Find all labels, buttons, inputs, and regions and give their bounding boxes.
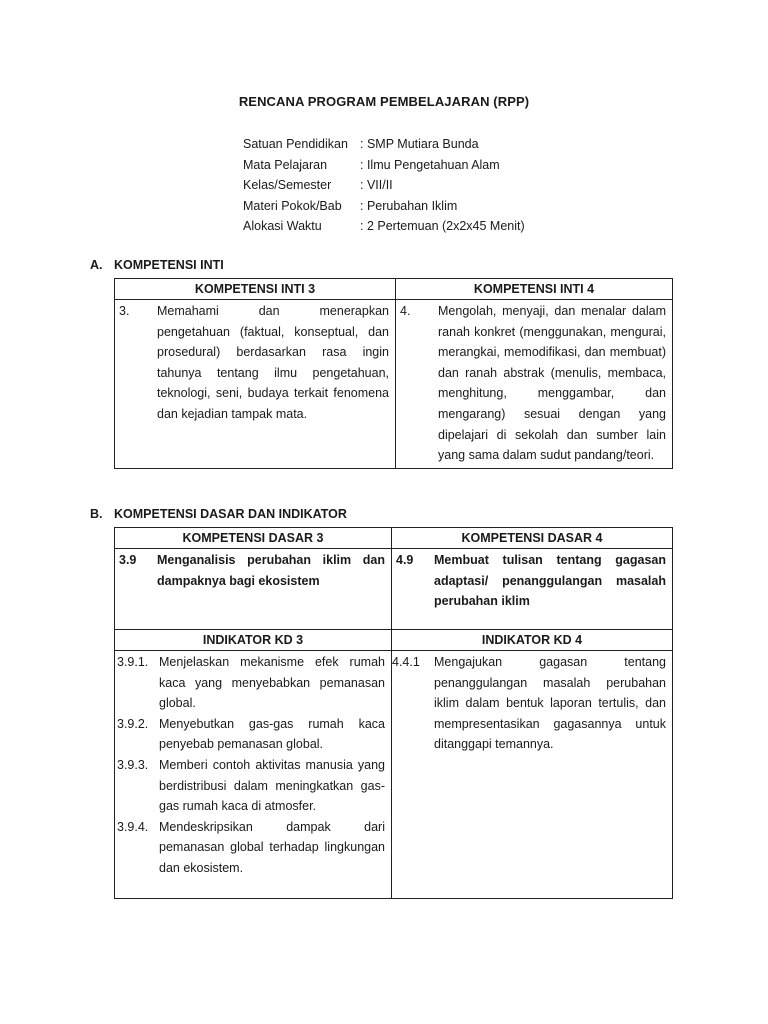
indicator-text: Mengajukan gagasan tentang penanggulangan masalah perubahan iklim dalam bentuk laporan tertulis, dan mempresentasikan gagasannya untuk ditanggapi temannya. — [434, 655, 666, 752]
meta-row — [243, 134, 525, 155]
section-letter: B. — [90, 507, 103, 521]
meta-label: Kelas/Semester — [243, 178, 332, 192]
kompetensi-inti-table — [114, 278, 673, 469]
kd3-text: Menganalisis perubahan iklim dan dampaknya bagi ekosistem — [157, 553, 385, 588]
indicator-number: 3.9.3. — [117, 757, 149, 772]
list-item — [117, 652, 385, 714]
section-a-heading — [90, 258, 224, 272]
section-title: KOMPETENSI INTI — [114, 258, 224, 272]
meta-label: Materi Pokok/Bab — [243, 198, 342, 213]
indicator-number: 3.9.2. — [117, 716, 149, 731]
indicator-number: 3.9.4. — [117, 819, 149, 834]
ki4-cell — [396, 300, 673, 469]
kd4-cell — [392, 549, 673, 630]
meta-row — [243, 216, 525, 237]
section-b-heading — [90, 507, 347, 521]
indicator-kd4-cell — [392, 651, 673, 899]
indicator-number: 3.9.1. — [117, 655, 149, 669]
meta-value: : VII/II — [360, 178, 393, 192]
list-item — [117, 817, 385, 879]
indicator-text: Menyebutkan gas-gas rumah kaca penyebab pemanasan global. — [159, 716, 385, 752]
ki3-cell — [115, 300, 396, 469]
kd3-cell — [115, 549, 392, 630]
ki3-number: 3. — [119, 304, 130, 318]
ki4-text: Mengolah, menyaji, dan menalar dalam ranah konkret (menggunakan, mengurai, merangkai, memodifikasi, dan membuat) dan ranah abstrak (menulis, membaca, menghitung, menggambar, dan mengarang) sesuai dengan yang dipelajari di sekolah dan sumber lain yang sama dalam sudut pandang/teori. — [438, 304, 666, 463]
indicator-number: 4.4.1 — [392, 655, 420, 669]
meta-value: : Ilmu Pengetahuan Alam — [360, 157, 500, 172]
indicator-kd3-cell — [115, 651, 392, 899]
meta-label: Mata Pelajaran — [243, 157, 328, 172]
ki3-text: Memahami dan menerapkan pengetahuan (faktual, konseptual, dan prosedural) berdasarkan rasa ingin tahunya tentang ilmu pengetahuan, teknologi, seni, budaya terkait fenomena dan kejadian tampak mata. — [157, 304, 389, 421]
kd4-text: Membuat tulisan tentang gagasan adaptasi/ penanggulangan masalah perubahan iklim — [434, 553, 666, 609]
kd4-header: KOMPETENSI DASAR 4 — [392, 528, 673, 549]
meta-label: Alokasi Waktu — [243, 219, 322, 233]
meta-row — [243, 175, 525, 196]
meta-value: : Perubahan Iklim — [360, 198, 458, 213]
kd4-number: 4.9 — [396, 553, 414, 567]
ki4-header: KOMPETENSI INTI 4 — [396, 279, 673, 300]
document-title: RENCANA PROGRAM PEMBELAJARAN (RPP) — [238, 94, 530, 109]
ki3-header: KOMPETENSI INTI 3 — [115, 279, 396, 300]
meta-label: Satuan Pendidikan — [243, 137, 348, 151]
list-item — [392, 652, 666, 755]
indicator-text: Mendeskripsikan dampak dari pemanasan global terhadap lingkungan dan ekosistem. — [159, 819, 385, 875]
meta-value: : SMP Mutiara Bunda — [360, 137, 479, 151]
kd3-number: 3.9 — [119, 553, 137, 567]
section-letter: A. — [90, 258, 103, 272]
kd3-header: KOMPETENSI DASAR 3 — [115, 528, 392, 549]
identity-block — [243, 134, 525, 237]
section-title: KOMPETENSI DASAR DAN INDIKATOR — [114, 507, 347, 521]
ki4-number: 4. — [400, 304, 411, 318]
list-item — [117, 755, 385, 817]
meta-value: : 2 Pertemuan (2x2x45 Menit) — [360, 219, 525, 233]
indicator-text: Menjelaskan mekanisme efek rumah kaca yang menyebabkan pemanasan global. — [159, 655, 385, 711]
meta-row — [243, 196, 525, 217]
indicator-text: Memberi contoh aktivitas manusia yang berdistribusi dalam meningkatkan gas-gas rumah kaca di atmosfer. — [159, 757, 385, 814]
list-item — [117, 714, 385, 755]
meta-row — [243, 155, 525, 176]
indicator-kd4-header: INDIKATOR KD 4 — [392, 630, 673, 651]
indicator-kd3-header: INDIKATOR KD 3 — [115, 630, 392, 651]
kompetensi-dasar-table — [114, 527, 673, 899]
